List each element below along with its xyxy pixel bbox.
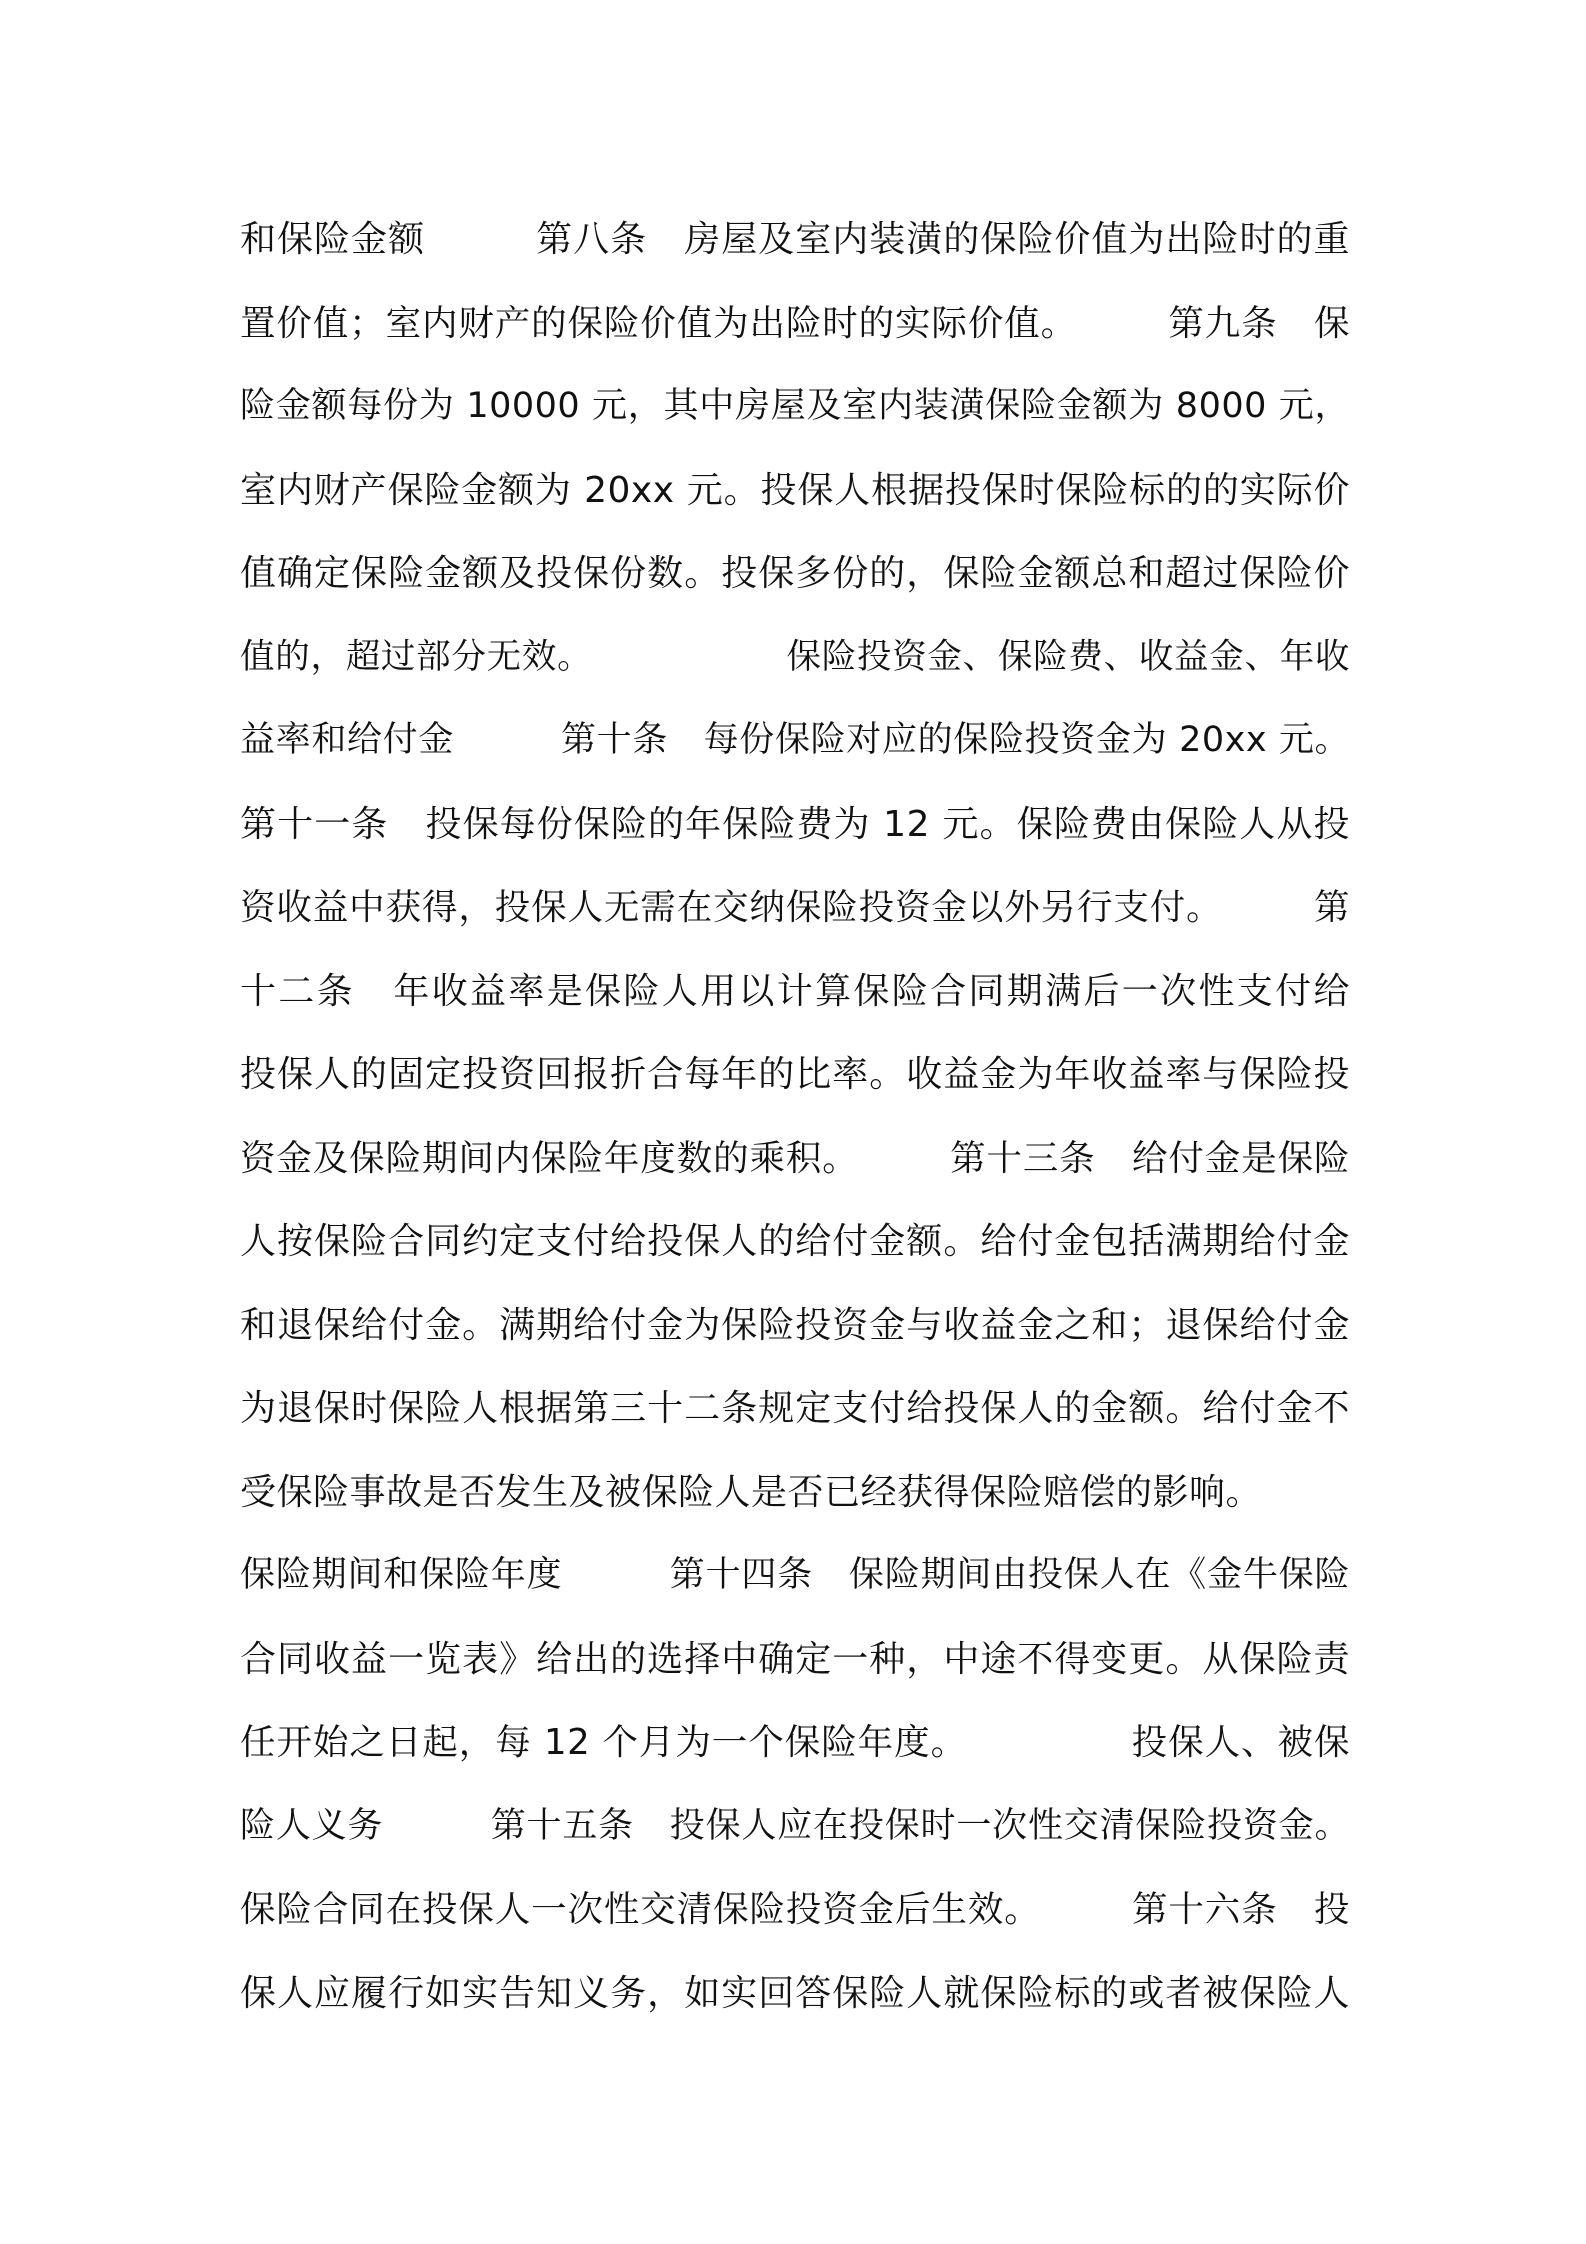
- text-line: 置价值；室内财产的保险价值为出险时的实际价值。 第九条 保: [240, 302, 1350, 344]
- document-body: [240, 198, 1350, 2035]
- text-line: 合同收益一览表》给出的选择中确定一种，中途不得变更。从保险责: [240, 1638, 1350, 1680]
- text-line: 值的，超过部分无效。 保险投资金、保险费、收益金、年收: [240, 636, 1350, 677]
- text-line: 投保人的固定投资回报折合每年的比率。收益金为年收益率与保险投: [240, 1054, 1350, 1095]
- text-line: 人按保险合同约定支付给投保人的给付金额。给付金包括满期给付金: [240, 1221, 1350, 1262]
- text-line: 保险合同在投保人一次性交清保险投资金后生效。 第十六条 投: [240, 1889, 1350, 1930]
- text-line: 任开始之日起，每 12 个月为一个保险年度。 投保人、被保: [240, 1722, 1350, 1763]
- text-line: 和退保给付金。满期给付金为保险投资金与收益金之和；退保给付金: [240, 1304, 1350, 1346]
- text-line: 资金及保险期间内保险年度数的乘积。 第十三条 给付金是保险: [240, 1137, 1350, 1179]
- text-line: 益率和给付金 第十条 每份保险对应的保险投资金为 20xx 元。: [240, 720, 1350, 760]
- text-line: 保险期间和保险年度 第十四条 保险期间由投保人在《金牛保险: [240, 1555, 1350, 1595]
- text-line: 受保险事故是否发生及被保险人是否已经获得保险赔偿的影响。: [240, 1471, 1263, 1513]
- text-line: 和保险金额 第八条 房屋及室内装潢的保险价值为出险时的重: [240, 219, 1350, 260]
- text-line: 室内财产保险金额为 20xx 元。投保人根据投保时保险标的的实际价: [240, 469, 1350, 511]
- text-line: 资收益中获得，投保人无需在交纳保险投资金以外另行支付。 第: [240, 887, 1350, 928]
- text-line: 值确定保险金额及投保份数。投保多份的，保险金额总和超过保险价: [240, 553, 1350, 594]
- text-line: 险人义务 第十五条 投保人应在投保时一次性交清保险投资金。: [240, 1805, 1350, 1846]
- text-line: 险金额每份为 10000 元，其中房屋及室内装潢保险金额为 8000 元，: [240, 386, 1350, 426]
- text-line: 第十一条 投保每份保险的年保险费为 12 元。保险费由保险人从投: [240, 803, 1350, 845]
- text-line: 为退保时保险人根据第三十二条规定支付给投保人的金额。给付金不: [240, 1388, 1350, 1429]
- text-line: 十二条 年收益率是保险人用以计算保险合同期满后一次性支付给: [240, 970, 1350, 1012]
- text-line: 保人应履行如实告知义务，如实回答保险人就保险标的或者被保险人: [240, 1972, 1350, 2014]
